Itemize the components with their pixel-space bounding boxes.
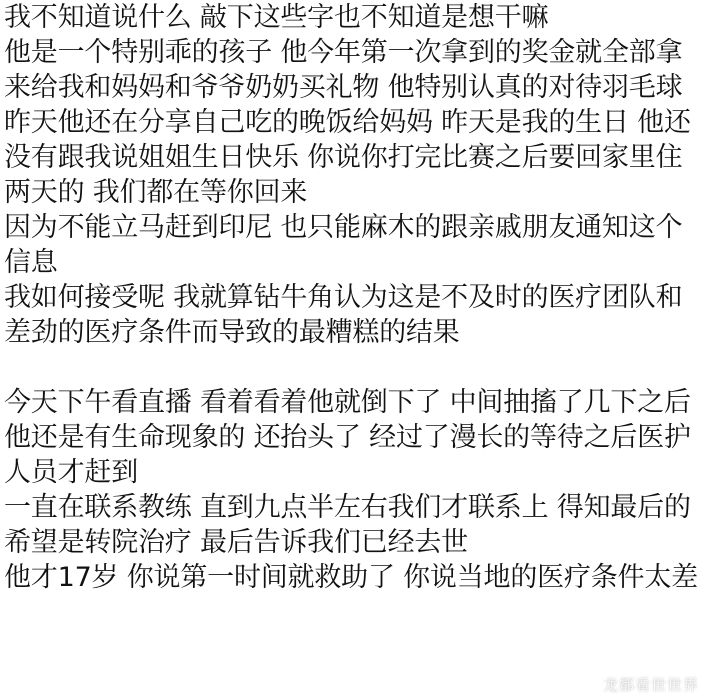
text-line-14: 一直在联系教练 直到九点半左右我们才联系上 得知最后的 [4, 492, 691, 523]
text-line-9: 我如何接受呢 我就算钻牛角认为这是不及时的医疗团队和 [4, 282, 683, 313]
blank-line [4, 350, 704, 385]
text-line-2: 他是一个特别乖的孩子 他今年第一次拿到的奖金就全部拿 [4, 37, 683, 68]
text-line-13: 人员才赶到 [4, 457, 138, 488]
text-line-7: 因为不能立马赶到印尼 也只能麻木的跟亲戚朋友通知这个 [4, 212, 683, 243]
text-line-3: 来给我和妈妈和爷爷奶奶买礼物 他特别认真的对待羽毛球 [4, 72, 683, 103]
text-line-12: 他还是有生命现象的 还抬头了 经过了漫长的等待之后医护 [4, 422, 691, 453]
text-line-11: 今天下午看直播 看着看着他就倒下了 中间抽搐了几下之后 [4, 387, 691, 418]
text-line-10: 差劲的医疗条件而导致的最糟糕的结果 [4, 317, 460, 348]
text-line-5: 没有跟我说姐姐生日快乐 你说你打完比赛之后要回家里住 [4, 142, 683, 173]
text-line-4: 昨天他还在分享自己吃的晚饭给妈妈 昨天是我的生日 他还 [4, 107, 691, 138]
text-line-16: 他才17岁 你说第一时间就救助了 你说当地的医疗条件太差 [4, 562, 698, 593]
text-line-15: 希望是转院治疗 最后告诉我们已经去世 [4, 527, 468, 558]
text-line-8: 信息 [4, 247, 58, 278]
watermark: 龙都看世世界 [602, 676, 699, 694]
text-line-6: 两天的 我们都在等你回来 [4, 177, 308, 208]
text-line-1: 我不知道说什么 敲下这些字也不知道是想干嘛 [4, 2, 549, 33]
post-text [4, 0, 704, 595]
